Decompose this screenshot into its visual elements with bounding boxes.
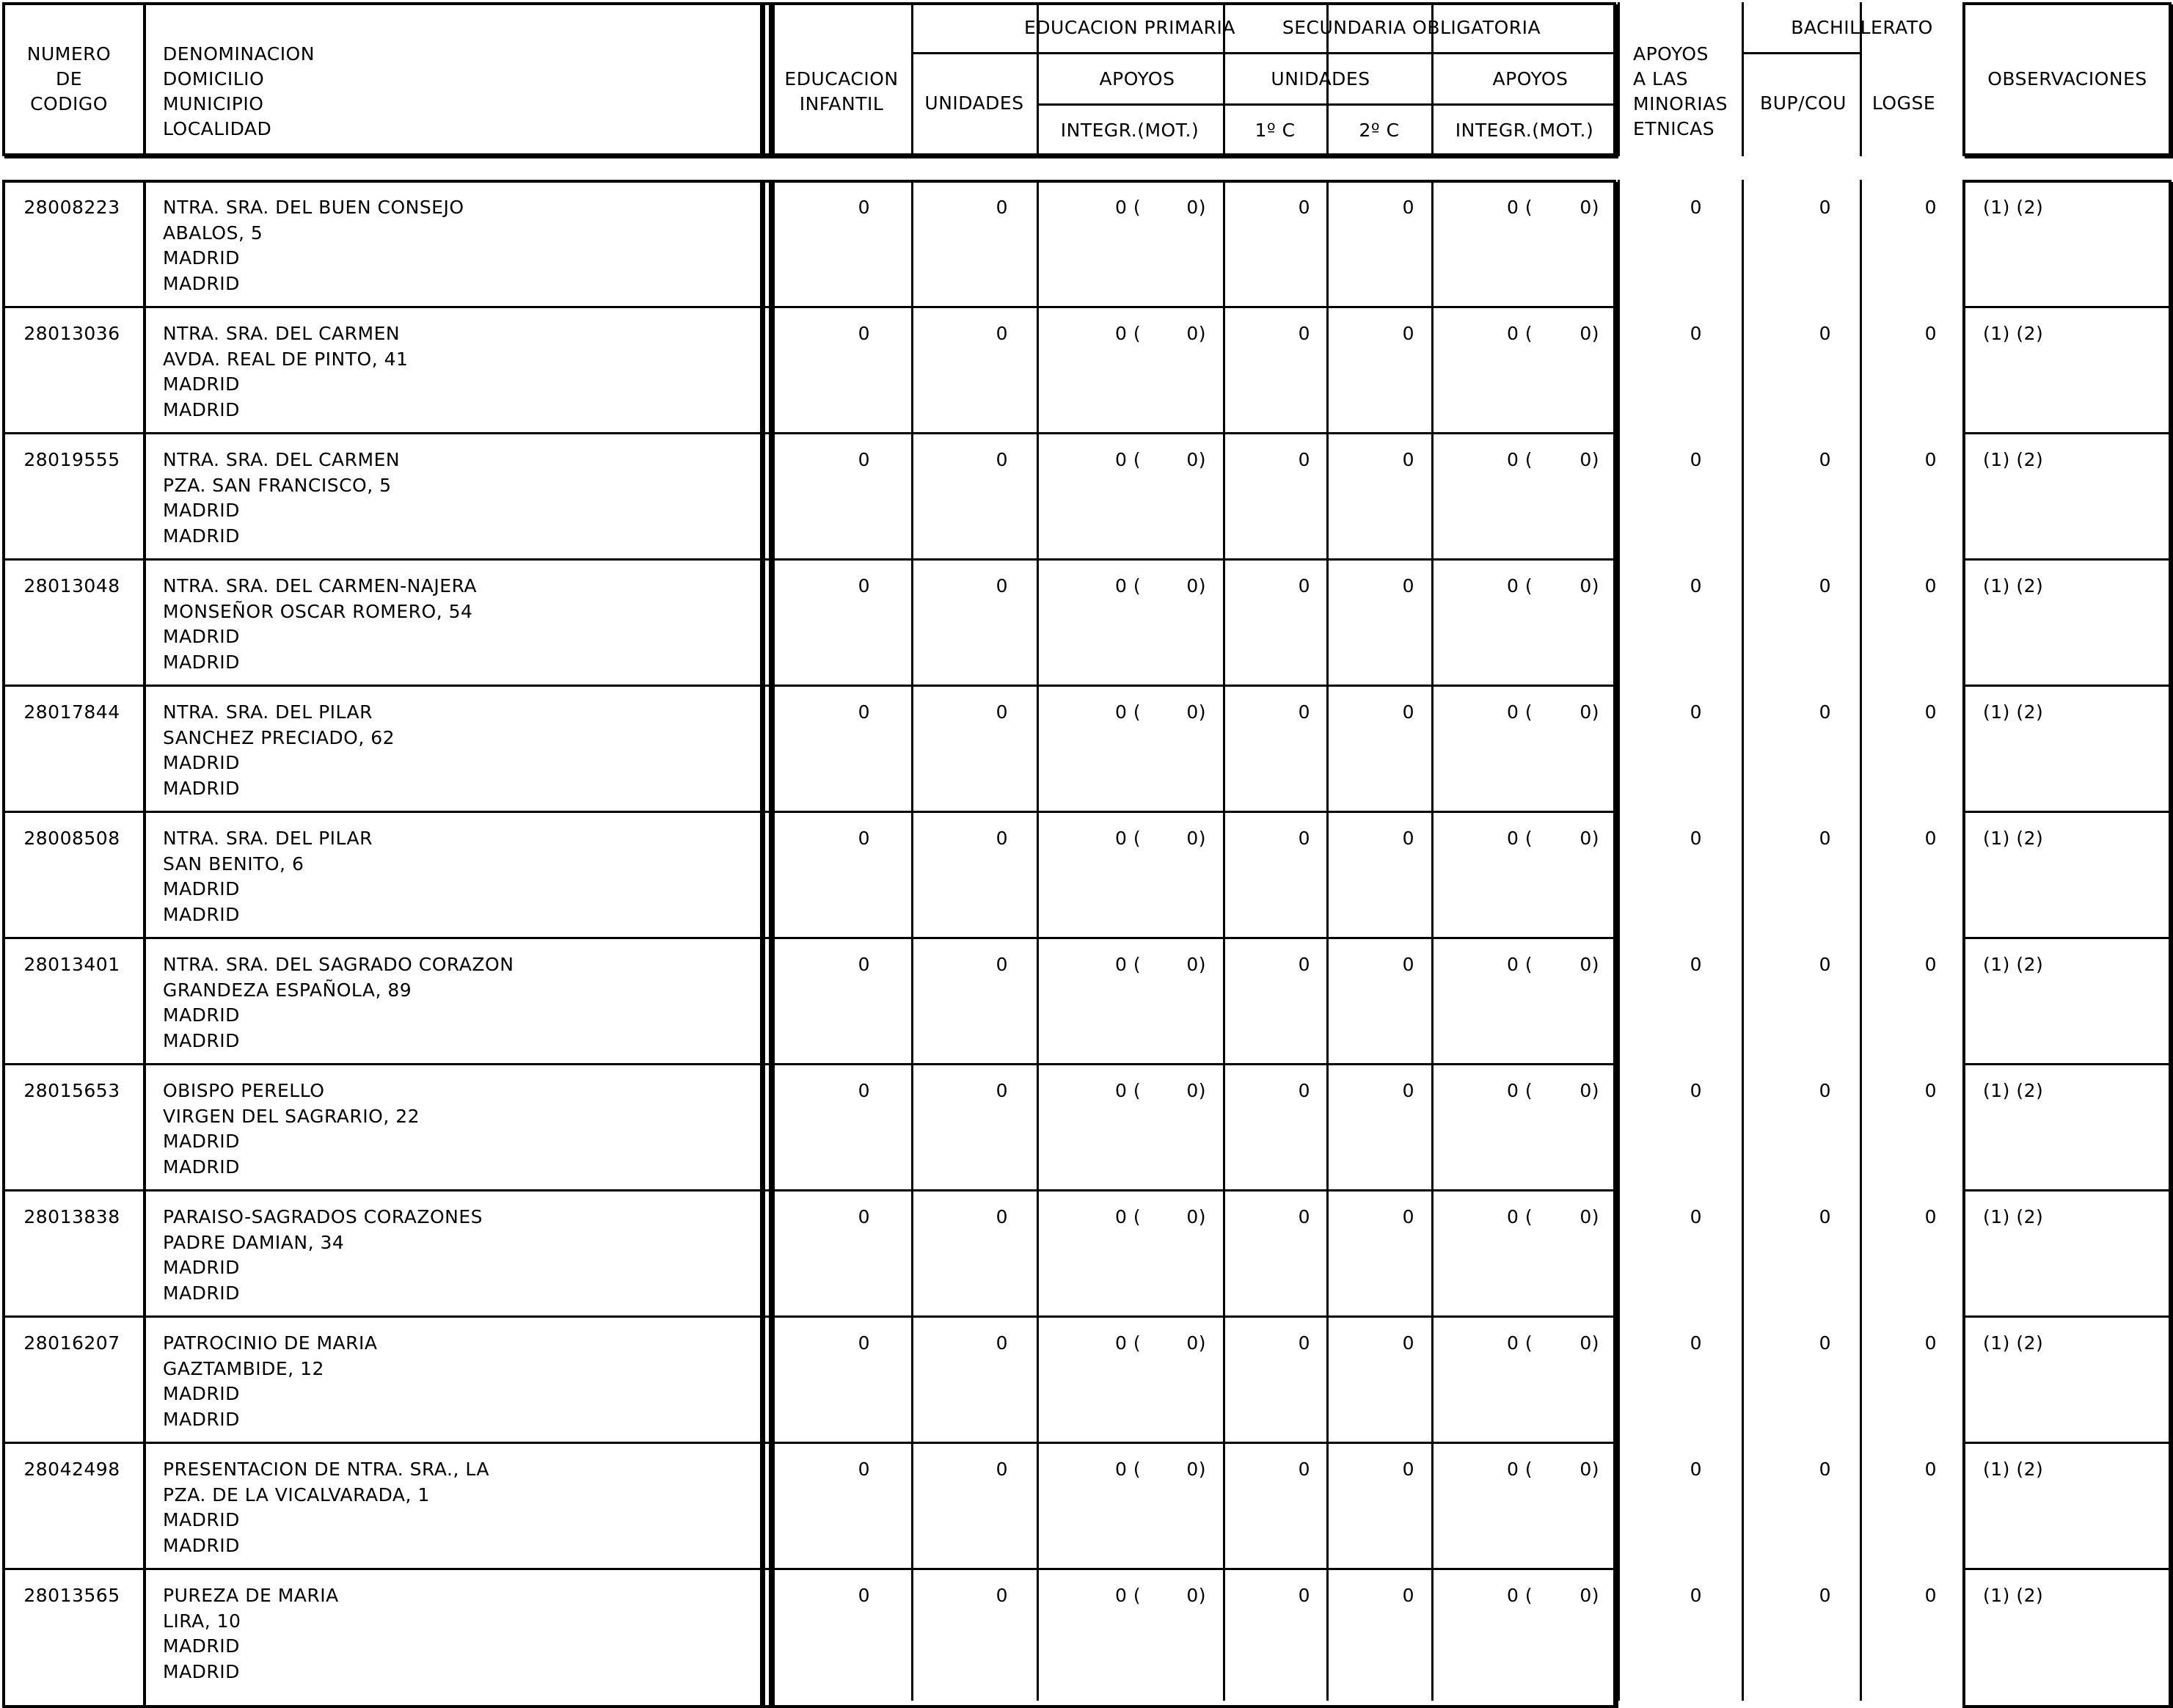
row-bup-cou: 0 [1819,701,1831,723]
row-name-line: NTRA. SRA. DEL CARMEN [163,323,401,344]
row-name-line: GRANDEZA ESPAÑOLA, 89 [163,979,412,1001]
row-logse: 0 [1924,1332,1937,1354]
row-so-2c: 0 [1402,1585,1414,1606]
row-name-line: MADRID [163,777,240,799]
row-name-line: MADRID [163,626,240,647]
row-separator [1962,937,2172,939]
row-ep-unidades: 0 [996,323,1008,344]
header-numero-line: DE [55,68,83,90]
row-ep-unidades: 0 [996,1080,1008,1101]
row-separator [143,685,763,687]
row-separator [772,1442,1616,1444]
header-apoyos-minorias-line: ETNICAS [1633,118,1715,139]
header-bachillerato: BACHILLERATO [1791,17,1933,38]
row-code: 28013401 [23,954,120,975]
row-ep-apoyos: 0 ( [1115,1332,1142,1354]
row-bup-cou: 0 [1819,197,1831,218]
row-name-line: MADRID [163,903,240,925]
row-ep-mot: 0) [1186,323,1206,344]
row-code: 28015653 [23,1080,120,1101]
row-so-1c: 0 [1298,1080,1310,1101]
row-so-1c: 0 [1298,954,1310,975]
row-minorias: 0 [1690,449,1702,470]
body-col-divider-6 [1618,180,1620,1701]
row-name-line: MADRID [163,525,240,547]
row-name-line: GAZTAMBIDE, 12 [163,1357,324,1379]
row-ep-apoyos: 0 ( [1115,828,1142,849]
row-separator [1962,1568,2172,1570]
row-bup-cou: 0 [1819,575,1831,596]
header-split-apoyos-so [1431,103,1618,106]
row-minorias: 0 [1690,197,1702,218]
row-name-line: MADRID [163,1509,240,1530]
row-so-2c: 0 [1402,1206,1414,1227]
row-separator [772,811,1616,813]
row-bup-cou: 0 [1819,323,1831,344]
row-separator [143,1315,763,1318]
row-code: 28008223 [23,197,120,218]
row-educacion-infantil: 0 [858,954,870,975]
header-so-unidades: UNIDADES [1271,68,1370,90]
row-code: 28013048 [23,575,120,596]
row-separator [143,432,763,434]
row-name-line: NTRA. SRA. DEL PILAR [163,701,373,723]
row-logse: 0 [1924,449,1937,470]
row-so-apoyos: 0 ( [1507,1459,1533,1480]
row-separator [772,306,1616,308]
row-ep-unidades: 0 [996,1459,1008,1480]
row-so-mot: 0) [1579,828,1599,849]
row-so-1c: 0 [1298,1332,1310,1354]
header-ep-apoyos: APOYOS [1099,68,1175,90]
row-so-apoyos: 0 ( [1507,828,1533,849]
row-so-2c: 0 [1402,954,1414,975]
row-ep-apoyos: 0 ( [1115,1206,1142,1227]
row-name-line: LIRA, 10 [163,1610,241,1632]
row-so-1c: 0 [1298,323,1310,344]
row-separator [143,306,763,308]
row-separator [772,432,1616,434]
row-so-1c: 0 [1298,828,1310,849]
row-ep-apoyos: 0 ( [1115,1080,1142,1101]
row-so-mot: 0) [1579,954,1599,975]
row-ep-unidades: 0 [996,954,1008,975]
row-ep-mot: 0) [1186,575,1206,596]
row-name-line: MADRID [163,1257,240,1278]
row-logse: 0 [1924,197,1937,218]
row-so-mot: 0) [1579,1080,1599,1101]
body-col-divider-2 [1037,180,1039,1701]
header-apoyos-minorias-line: MINORIAS [1633,93,1728,114]
header-observaciones: OBSERVACIONES [1987,68,2147,90]
row-observaciones: (1) (2) [1983,449,2044,470]
row-logse: 0 [1924,828,1937,849]
header-so-integr: INTEGR.(MOT.) [1455,120,1594,141]
row-bup-cou: 0 [1819,1459,1831,1480]
row-ep-unidades: 0 [996,575,1008,596]
row-observaciones: (1) (2) [1983,197,2044,218]
row-name-line: NTRA. SRA. DEL BUEN CONSEJO [163,197,464,218]
row-so-mot: 0) [1579,1206,1599,1227]
header-educacion-primaria: EDUCACION PRIMARIA [1024,17,1235,38]
row-minorias: 0 [1690,1332,1702,1354]
row-name-line: MONSEÑOR OSCAR ROMERO, 54 [163,600,473,622]
header-apoyos-minorias-line: APOYOS [1633,43,1709,65]
row-separator [143,937,763,939]
row-bup-cou: 0 [1819,1080,1831,1101]
row-ep-apoyos: 0 ( [1115,1585,1142,1606]
row-logse: 0 [1924,1080,1937,1101]
row-observaciones: (1) (2) [1983,1585,2044,1606]
header-so-apoyos: APOYOS [1492,68,1568,90]
row-name-line: PADRE DAMIAN, 34 [163,1231,345,1253]
row-name-line: MADRID [163,1004,240,1026]
row-logse: 0 [1924,323,1937,344]
row-educacion-infantil: 0 [858,1332,870,1354]
row-name-line: MADRID [163,752,240,773]
row-so-1c: 0 [1298,197,1310,218]
row-ep-apoyos: 0 ( [1115,449,1142,470]
header-secundaria-obligatoria: SECUNDARIA OBLIGATORIA [1282,17,1541,38]
row-separator [772,1063,1616,1065]
row-name-line: MADRID [163,1156,240,1178]
row-observaciones: (1) (2) [1983,1332,2044,1354]
header-split-bachillerato [1742,52,1860,54]
row-observaciones: (1) (2) [1983,1459,2044,1480]
row-name-line: MADRID [163,1660,240,1682]
body-col-divider-1 [911,180,913,1701]
row-name-line: MADRID [163,373,240,395]
row-so-mot: 0) [1579,1459,1599,1480]
header-ep-integr: INTEGR.(MOT.) [1060,120,1199,141]
row-ep-apoyos: 0 ( [1115,197,1142,218]
row-separator [1962,811,2172,813]
row-ep-apoyos: 0 ( [1115,701,1142,723]
row-ep-mot: 0) [1186,1080,1206,1101]
row-separator [143,1442,763,1444]
row-name-line: MADRID [163,1131,240,1152]
row-minorias: 0 [1690,701,1702,723]
row-minorias: 0 [1690,1080,1702,1101]
row-educacion-infantil: 0 [858,197,870,218]
row-observaciones: (1) (2) [1983,1080,2044,1101]
header-bup-cou: BUP/COU [1760,92,1847,114]
row-observaciones: (1) (2) [1983,323,2044,344]
row-code: 28019555 [23,449,120,470]
row-so-mot: 0) [1579,449,1599,470]
row-bup-cou: 0 [1819,1206,1831,1227]
row-so-mot: 0) [1579,197,1599,218]
row-code: 28013838 [23,1206,120,1227]
row-logse: 0 [1924,575,1937,596]
row-name-line: PARAISO-SAGRADOS CORAZONES [163,1206,483,1227]
row-ep-unidades: 0 [996,828,1008,849]
row-name-line: ABALOS, 5 [163,222,263,244]
row-logse: 0 [1924,954,1937,975]
row-separator [1962,685,2172,687]
row-name-line: NTRA. SRA. DEL CARMEN [163,449,401,470]
row-ep-unidades: 0 [996,1332,1008,1354]
header-logse: LOGSE [1871,92,1936,114]
row-educacion-infantil: 0 [858,1206,870,1227]
row-name-line: PRESENTACION DE NTRA. SRA., LA [163,1459,489,1480]
row-so-2c: 0 [1402,1459,1414,1480]
row-name-line: NTRA. SRA. DEL SAGRADO CORAZON [163,954,514,975]
row-name-line: AVDA. REAL DE PINTO, 41 [163,348,409,370]
row-minorias: 0 [1690,1206,1702,1227]
row-separator [1962,558,2172,561]
header-split-primaria-secundaria [911,52,1618,54]
row-logse: 0 [1924,1459,1937,1480]
row-educacion-infantil: 0 [858,575,870,596]
row-so-1c: 0 [1298,449,1310,470]
row-so-apoyos: 0 ( [1507,197,1533,218]
row-separator [1962,1063,2172,1065]
header-educacion-infantil-line: EDUCACION [784,68,899,90]
row-so-mot: 0) [1579,575,1599,596]
row-ep-mot: 0) [1186,449,1206,470]
row-bup-cou: 0 [1819,828,1831,849]
row-separator [1962,1189,2172,1191]
row-so-2c: 0 [1402,575,1414,596]
row-separator [143,811,763,813]
row-ep-mot: 0) [1186,1332,1206,1354]
row-ep-apoyos: 0 ( [1115,575,1142,596]
row-bup-cou: 0 [1819,1332,1831,1354]
header-so-2c: 2º C [1359,120,1400,141]
row-separator [772,937,1616,939]
row-bup-cou: 0 [1819,1585,1831,1606]
row-so-mot: 0) [1579,1585,1599,1606]
row-name-line: VIRGEN DEL SAGRARIO, 22 [163,1105,420,1127]
row-observaciones: (1) (2) [1983,575,2044,596]
body-col-divider-3 [1223,180,1225,1701]
header-denominacion-line: DOMICILIO [163,68,265,90]
row-separator [772,685,1616,687]
row-so-apoyos: 0 ( [1507,449,1533,470]
row-separator [143,1189,763,1191]
row-name-line: MADRID [163,398,240,420]
row-so-1c: 0 [1298,1459,1310,1480]
row-code: 28017844 [23,701,120,723]
row-logse: 0 [1924,1206,1937,1227]
body-col-divider-4 [1326,180,1329,1701]
header-ep-unidades: UNIDADES [924,92,1024,114]
row-separator [772,1315,1616,1318]
row-minorias: 0 [1690,1459,1702,1480]
row-so-mot: 0) [1579,701,1599,723]
row-separator [143,558,763,561]
row-separator [772,558,1616,561]
row-so-1c: 0 [1298,1585,1310,1606]
row-so-apoyos: 0 ( [1507,701,1533,723]
header-split-apoyos-ep-1c2c [1037,103,1431,106]
row-educacion-infantil: 0 [858,449,870,470]
row-ep-unidades: 0 [996,197,1008,218]
row-name-line: PUREZA DE MARIA [163,1585,339,1606]
row-observaciones: (1) (2) [1983,954,2044,975]
row-code: 28013565 [23,1585,120,1606]
header-denominacion-line: DENOMINACION [163,43,315,65]
header-so-1c: 1º C [1255,120,1296,141]
row-so-apoyos: 0 ( [1507,1332,1533,1354]
row-ep-mot: 0) [1186,1206,1206,1227]
header-apoyos-minorias-line: A LAS [1633,68,1689,90]
row-name-line: MADRID [163,1282,240,1304]
row-so-2c: 0 [1402,449,1414,470]
row-name-line: MADRID [163,1408,240,1430]
row-separator [1962,306,2172,308]
row-so-apoyos: 0 ( [1507,323,1533,344]
row-logse: 0 [1924,701,1937,723]
row-so-mot: 0) [1579,323,1599,344]
row-educacion-infantil: 0 [858,828,870,849]
row-ep-mot: 0) [1186,954,1206,975]
body-col-divider-8 [1860,180,1862,1701]
row-ep-mot: 0) [1186,197,1206,218]
row-so-2c: 0 [1402,701,1414,723]
row-name-line: SANCHEZ PRECIADO, 62 [163,726,395,748]
row-minorias: 0 [1690,954,1702,975]
row-separator [772,1189,1616,1191]
row-so-2c: 0 [1402,1080,1414,1101]
row-educacion-infantil: 0 [858,1585,870,1606]
header-denominacion-line: LOCALIDAD [163,118,272,139]
header-numero-line: NUMERO [26,43,112,65]
row-bup-cou: 0 [1819,954,1831,975]
row-so-1c: 0 [1298,575,1310,596]
row-so-apoyos: 0 ( [1507,954,1533,975]
row-ep-mot: 0) [1186,701,1206,723]
row-separator [1962,432,2172,434]
row-ep-mot: 0) [1186,1585,1206,1606]
row-observaciones: (1) (2) [1983,701,2044,723]
row-observaciones: (1) (2) [1983,828,2044,849]
row-so-1c: 0 [1298,701,1310,723]
row-so-2c: 0 [1402,1332,1414,1354]
row-so-apoyos: 0 ( [1507,575,1533,596]
row-ep-unidades: 0 [996,1585,1008,1606]
row-so-apoyos: 0 ( [1507,1206,1533,1227]
row-educacion-infantil: 0 [858,1080,870,1101]
header-numero-line: CODIGO [30,93,108,114]
row-minorias: 0 [1690,575,1702,596]
row-name-line: MADRID [163,1029,240,1051]
row-so-2c: 0 [1402,197,1414,218]
row-name-line: PZA. SAN FRANCISCO, 5 [163,474,392,496]
row-separator [143,1063,763,1065]
header-educacion-infantil-line: INFANTIL [799,93,884,114]
body-col-divider-7 [1742,180,1744,1701]
row-code: 28016207 [23,1332,120,1354]
row-so-apoyos: 0 ( [1507,1585,1533,1606]
header-col-divider-1 [911,2,913,156]
row-ep-unidades: 0 [996,701,1008,723]
row-so-mot: 0) [1579,1332,1599,1354]
row-so-1c: 0 [1298,1206,1310,1227]
header-col-divider-6 [1618,2,1620,156]
header-denominacion-line: MUNICIPIO [163,93,264,114]
row-ep-apoyos: 0 ( [1115,323,1142,344]
row-name-line: MADRID [163,272,240,294]
row-code: 28013036 [23,323,120,344]
row-name-line: MADRID [163,247,240,269]
row-separator [1962,1315,2172,1318]
body-col-divider-5 [1431,180,1434,1701]
row-ep-mot: 0) [1186,828,1206,849]
row-minorias: 0 [1690,1585,1702,1606]
row-ep-apoyos: 0 ( [1115,954,1142,975]
row-name-line: MADRID [163,1383,240,1404]
row-name-line: MADRID [163,1635,240,1657]
row-name-line: MADRID [163,1534,240,1556]
row-so-2c: 0 [1402,323,1414,344]
row-bup-cou: 0 [1819,449,1831,470]
row-so-apoyos: 0 ( [1507,1080,1533,1101]
row-name-line: SAN BENITO, 6 [163,853,304,875]
row-name-line: MADRID [163,500,240,521]
row-ep-unidades: 0 [996,1206,1008,1227]
row-ep-apoyos: 0 ( [1115,1459,1142,1480]
row-educacion-infantil: 0 [858,1459,870,1480]
row-educacion-infantil: 0 [858,323,870,344]
row-name-line: MADRID [163,878,240,899]
row-name-line: PATROCINIO DE MARIA [163,1332,378,1354]
row-separator [772,1568,1616,1570]
row-code: 28008508 [23,828,120,849]
row-name-line: PZA. DE LA VICALVARADA, 1 [163,1483,430,1506]
row-logse: 0 [1924,1585,1937,1606]
row-code: 28042498 [23,1459,120,1480]
row-name-line: MADRID [163,651,240,673]
row-separator [1962,1442,2172,1444]
row-observaciones: (1) (2) [1983,1206,2044,1227]
row-name-line: NTRA. SRA. DEL PILAR [163,828,373,849]
row-ep-unidades: 0 [996,449,1008,470]
row-so-2c: 0 [1402,828,1414,849]
header-col-divider-7 [1742,2,1744,156]
row-ep-mot: 0) [1186,1459,1206,1480]
row-name-line: NTRA. SRA. DEL CARMEN-NAJERA [163,575,478,596]
row-minorias: 0 [1690,323,1702,344]
row-separator [143,1568,763,1570]
row-name-line: OBISPO PERELLO [163,1080,325,1101]
row-educacion-infantil: 0 [858,701,870,723]
row-minorias: 0 [1690,828,1702,849]
